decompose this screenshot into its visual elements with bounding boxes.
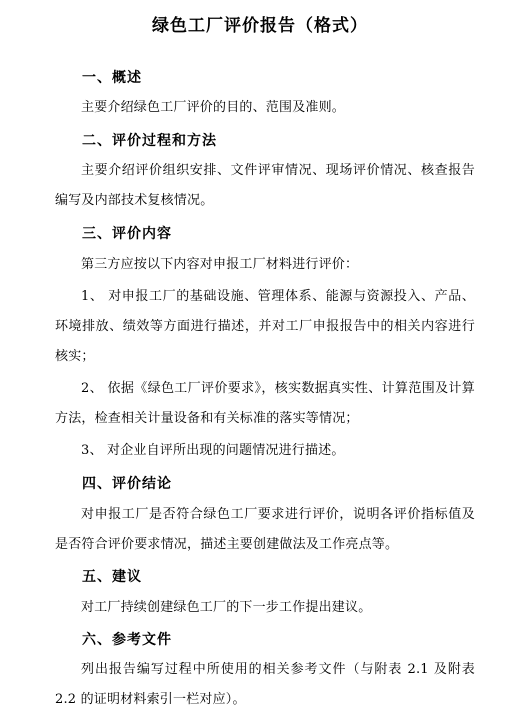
section-suggestions-paragraph: 对工厂持续创建绿色工厂的下一步工作提出建议。: [81, 600, 372, 615]
section-heading-suggestions: 五、建议: [82, 569, 142, 585]
evaluation-item-1: 1、 对申报工厂的基础设施、管理体系、能源与资源投入、产品、环境排放、绩效等方面进行描述，并对工厂申报报告中的相关内容进行核实；: [55, 289, 475, 364]
section-heading-conclusion: 四、评价结论: [82, 476, 172, 492]
section-evaluation-content-intro: 第三方应按以下内容对申报工厂材料进行评价：: [81, 257, 359, 272]
section-overview-paragraph: 主要介绍绿色工厂评价的目的、范围及准则。: [81, 100, 346, 115]
section-heading-evaluation-content: 三、评价内容: [82, 226, 172, 242]
section-heading-overview: 一、概述: [82, 70, 142, 86]
section-conclusion-paragraph: 对申报工厂是否符合绿色工厂要求进行评价，说明各评价指标值及是否符合评价要求情况，描述主要创建做法及工作亮点等。: [55, 507, 475, 552]
section-heading-references: 六、参考文件: [82, 632, 172, 648]
evaluation-item-2: 2、 依据《绿色工厂评价要求》，核实数据真实性、计算范围及计算方法，检查相关计量设备和有关标准的落实等情况；: [55, 381, 475, 426]
section-references-paragraph: 列出报告编写过程中所使用的相关参考文件（与附表 2.1 及附表 2.2 的证明材料索引一栏对应）。: [55, 662, 475, 707]
section-process-method-paragraph: 主要介绍评价组织安排、文件评审情况、现场评价情况、核查报告编写及内部技术复核情况。: [55, 163, 475, 208]
evaluation-item-3: 3、 对企业自评所出现的问题情况进行描述。: [81, 443, 345, 458]
section-heading-process-method: 二、评价过程和方法: [82, 133, 217, 149]
document-title: 绿色工厂评价报告（格式）: [152, 16, 368, 36]
